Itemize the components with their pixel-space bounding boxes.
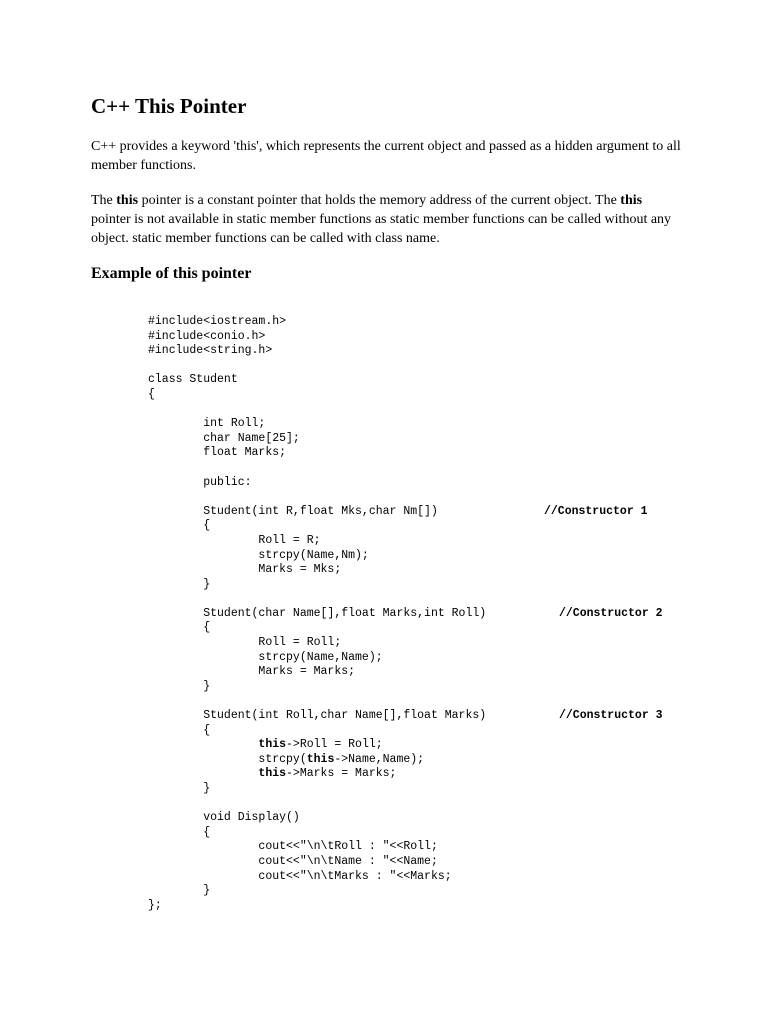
para-text: The	[91, 193, 117, 208]
code-line: float Marks;	[148, 446, 287, 460]
example-heading: Example of this pointer	[91, 265, 252, 282]
code-line: cout<<"\n\tName : "<<Name;	[148, 854, 438, 868]
code-line	[148, 490, 728, 505]
code-line	[148, 505, 728, 520]
code-line	[148, 753, 728, 768]
this-keyword: this	[306, 752, 335, 766]
code-comment: //Constructor 3	[559, 709, 663, 723]
para-text: pointer is a constant pointer that holds the memory address of the current object. The	[138, 193, 621, 208]
code-text: ->Roll = Roll;	[286, 738, 383, 752]
code-line	[148, 359, 728, 374]
code-line: {	[148, 519, 211, 533]
code-line: }	[148, 782, 211, 795]
code-line	[148, 403, 728, 418]
code-line: strcpy(Name,Name);	[148, 650, 383, 664]
code-line: public:	[148, 475, 252, 489]
page-title: C++ This Pointer	[91, 94, 247, 118]
code-line: Roll = Roll;	[148, 636, 342, 650]
code-text: Student(int Roll,char Name[],float Marks)	[148, 709, 487, 723]
code-line: #include<conio.h>	[148, 329, 266, 343]
code-text: Student(char Name[],float Marks,int Roll)	[148, 606, 487, 620]
description-paragraph	[91, 191, 681, 248]
code-line	[148, 592, 728, 607]
code-line: cout<<"\n\tRoll : "<<Roll;	[148, 840, 438, 854]
code-line: }	[148, 679, 211, 693]
code-comment: //Constructor 2	[559, 606, 663, 620]
code-line: int Roll;	[148, 417, 266, 431]
code-line	[148, 767, 728, 782]
intro-paragraph: C++ provides a keyword 'this', which represents the current object and passed as a hidden argument to all member functions.	[91, 139, 681, 173]
code-line: {	[148, 621, 211, 635]
code-block	[148, 315, 728, 913]
code-text: Student(int R,float Mks,char Nm[])	[148, 504, 438, 518]
this-keyword: this	[258, 767, 287, 781]
code-line	[148, 709, 728, 724]
code-line: Roll = R;	[148, 533, 321, 547]
this-keyword: this	[620, 193, 643, 208]
this-keyword: this	[258, 738, 287, 752]
code-line	[148, 797, 728, 812]
code-line: };	[148, 898, 162, 912]
code-line: #include<string.h>	[148, 344, 273, 358]
code-line: void Display()	[148, 811, 300, 825]
code-line: {	[148, 825, 211, 839]
code-line: }	[148, 577, 211, 591]
code-line: strcpy(Name,Nm);	[148, 548, 369, 562]
code-line: class Student	[148, 373, 238, 387]
this-keyword: this	[116, 193, 139, 208]
code-text: ->Marks = Marks;	[286, 767, 397, 781]
code-line	[148, 738, 728, 753]
code-line: {	[148, 387, 155, 401]
code-line: Marks = Marks;	[148, 665, 356, 679]
code-line: {	[148, 723, 211, 737]
code-line	[148, 694, 728, 709]
code-line: #include<iostream.h>	[148, 315, 287, 328]
code-line: cout<<"\n\tMarks : "<<Marks;	[148, 869, 452, 883]
code-text: strcpy(	[258, 752, 307, 766]
code-line: Marks = Mks;	[148, 563, 342, 577]
code-line: }	[148, 884, 211, 898]
code-text: ->Name,Name);	[334, 752, 425, 766]
code-line	[148, 461, 728, 476]
para-text: pointer is not available in static member functions as static member functions can be called without any object. static member functions can be called with class name.	[91, 212, 672, 246]
code-comment: //Constructor 1	[544, 504, 648, 518]
code-line	[148, 607, 728, 622]
code-line: char Name[25];	[148, 431, 300, 445]
